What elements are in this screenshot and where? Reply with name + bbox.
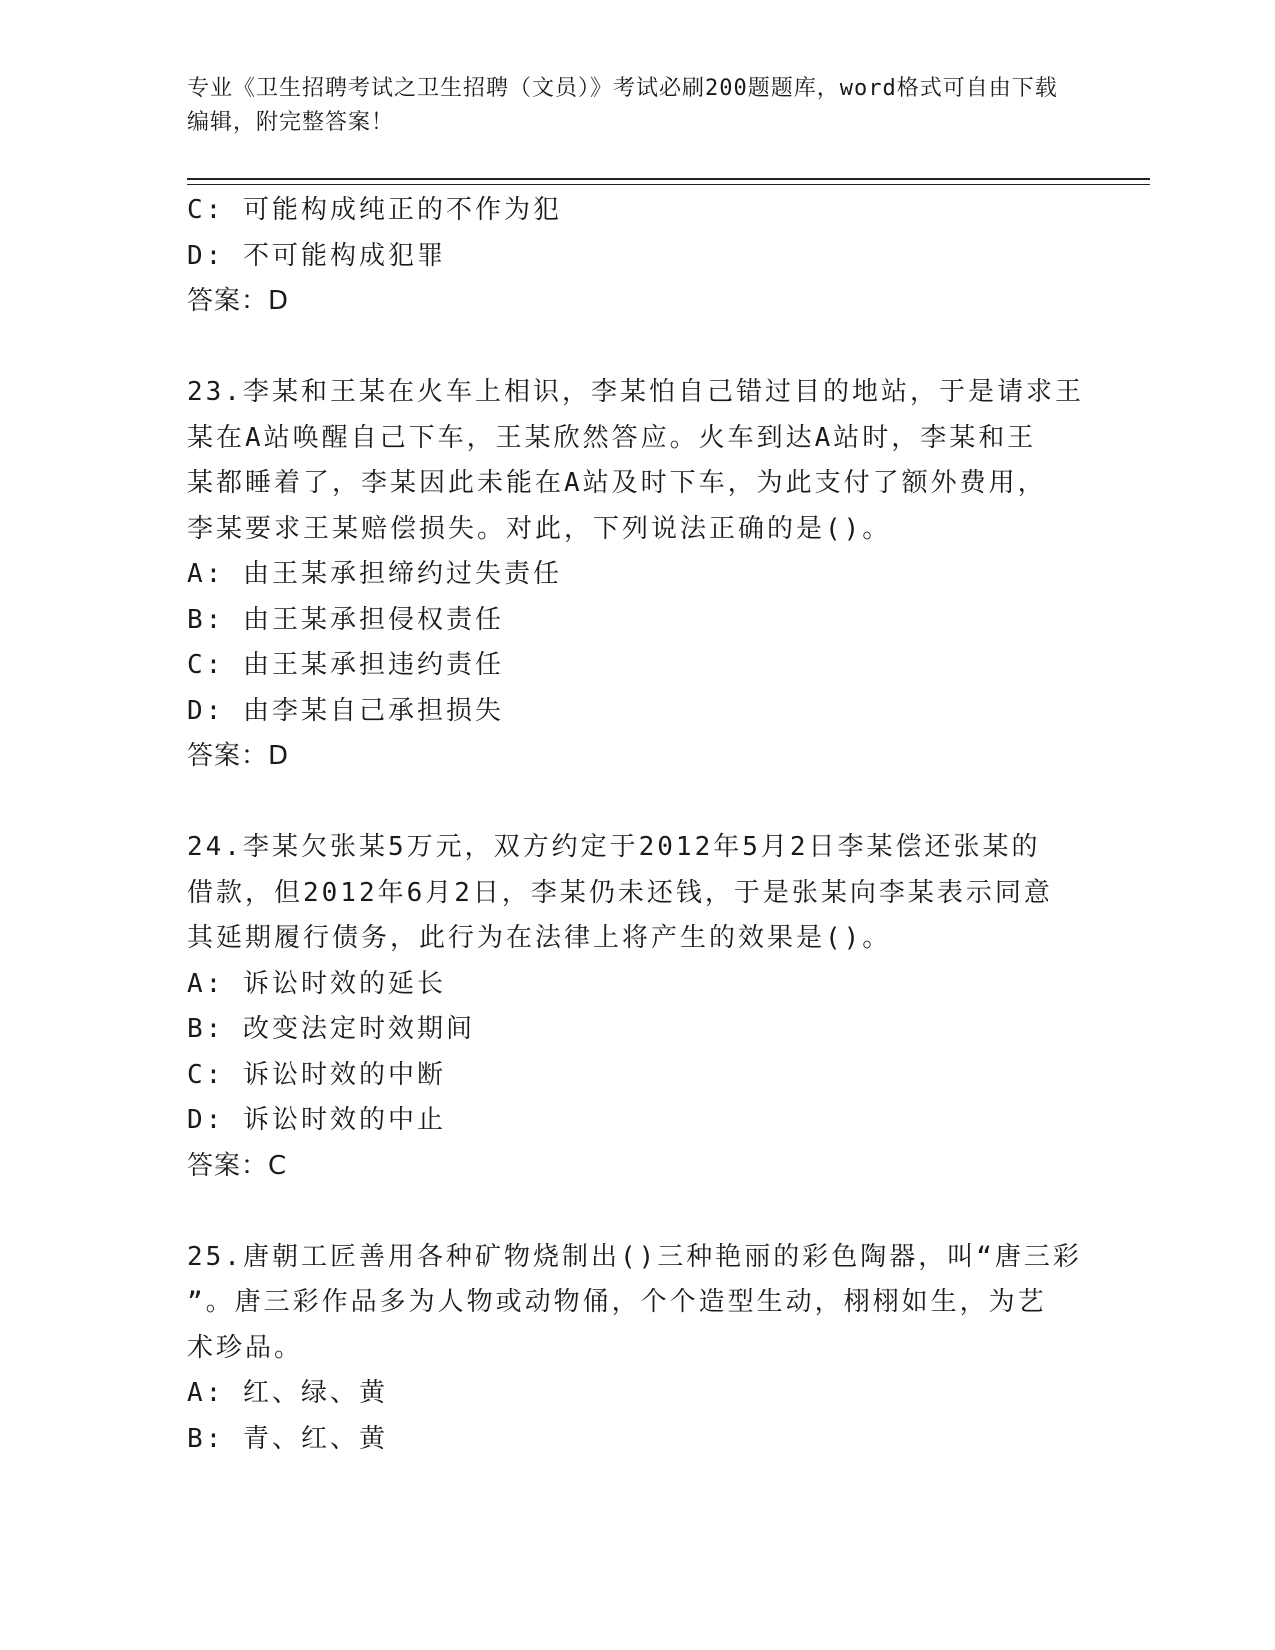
question-stem	[187, 370, 1084, 552]
stem-line: 25.唐朝工匠善用各种矿物烧制出()三种艳丽的彩色陶器，叫“唐三彩	[187, 1241, 1082, 1272]
question-24	[187, 825, 1067, 1189]
spacer	[187, 1189, 1067, 1235]
question-stem	[187, 1235, 1082, 1372]
stem-line: 23.李某和王某在火车上相识，李某怕自己错过目的地站，于是请求王	[187, 377, 1084, 407]
question-list	[187, 188, 1084, 1462]
answer: 答案：C	[187, 1150, 288, 1181]
document-header	[187, 72, 1067, 140]
option-a: A: 由王某承担缔约过失责任	[187, 559, 562, 589]
option-c: C: 由王某承担违约责任	[187, 650, 504, 680]
question-22	[187, 188, 1067, 325]
option-b: B: 由王某承担侵权责任	[187, 604, 504, 635]
question-23	[187, 370, 1084, 780]
option-b: B: 青、红、黄	[187, 1423, 388, 1454]
stem-line: 某在A站唤醒自己下车，王某欣然答应。火车到达A站时，李某和王	[187, 422, 1037, 453]
option-c: C: 可能构成纯正的不作为犯	[187, 195, 562, 225]
option-d: D: 由李某自己承担损失	[187, 695, 504, 726]
spacer	[187, 780, 1067, 826]
stem-line: 借款，但2012年6月2日，李某仍未还钱，于是张某向李某表示同意	[187, 877, 1053, 908]
stem-line: 24.李某欠张某5万元，双方约定于2012年5月2日李某偿还张某的	[187, 832, 1041, 862]
stem-line: 某都睡着了，李某因此未能在A站及时下车，为此支付了额外费用，	[187, 468, 1047, 498]
option-d: D: 诉讼时效的中止	[187, 1105, 446, 1135]
header-rule-thick	[187, 178, 1150, 180]
spacer	[187, 325, 1067, 371]
stem-line: ”。唐三彩作品多为人物或动物俑，个个造型生动，栩栩如生，为艺	[187, 1287, 1047, 1317]
question-25	[187, 1235, 1082, 1463]
option-d: D: 不可能构成犯罪	[187, 240, 446, 271]
stem-line: 其延期履行债务，此行为在法律上将产生的效果是()。	[187, 923, 892, 953]
question-stem	[187, 825, 1067, 962]
stem-line: 李某要求王某赔偿损失。对此，下列说法正确的是()。	[187, 513, 892, 544]
option-c: C: 诉讼时效的中断	[187, 1059, 446, 1090]
option-a: A: 诉讼时效的延长	[187, 968, 446, 999]
answer: 答案：D	[187, 286, 290, 316]
option-a: A: 红、绿、黄	[187, 1378, 388, 1408]
stem-line: 术珍品。	[187, 1332, 304, 1363]
header-rule-thin	[187, 184, 1150, 185]
header-text: 专业《卫生招聘考试之卫生招聘（文员）》考试必刷200题题库，word格式可自由下载编辑，附完整答案！	[187, 76, 1058, 135]
option-b: B: 改变法定时效期间	[187, 1014, 475, 1044]
answer: 答案：D	[187, 741, 290, 771]
